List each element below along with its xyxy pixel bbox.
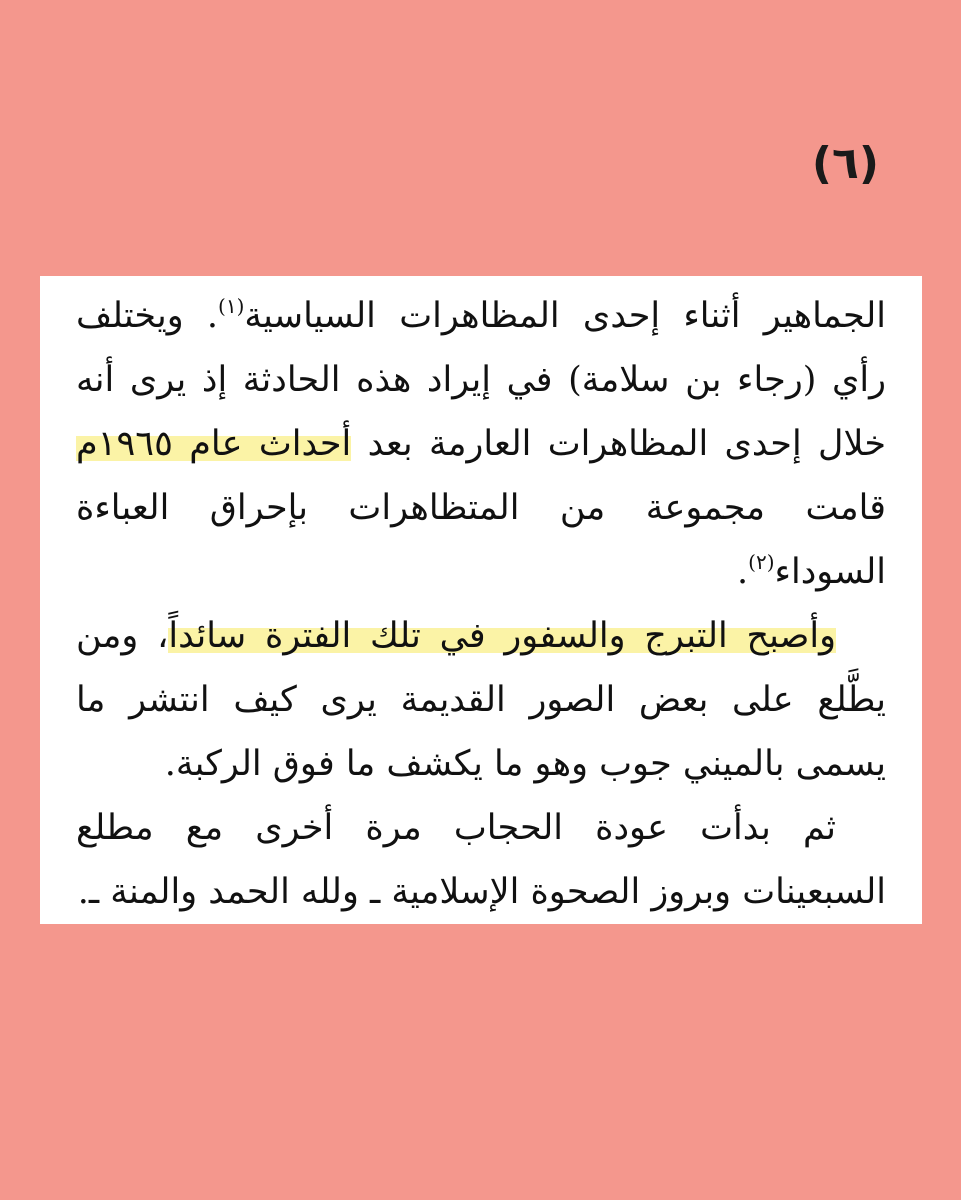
paragraph-1-text-a: الجماهير أثناء إحدى المظاهرات السياسية	[244, 296, 886, 336]
paragraph-3	[76, 796, 886, 924]
footnote-marker-2: (٢)	[748, 550, 775, 574]
book-excerpt	[40, 276, 922, 924]
paragraph-2	[76, 604, 886, 796]
paragraph-1-text-c: قامت مجموعة من المتظاهرات بإحراق العباءة السوداء	[76, 488, 886, 592]
paragraph-1-text-b: . ويختلف رأي (رجاء بن سلامة) في إيراد هذه الحادثة إذ يرى أنه خلال إحدى المظاهرات العارمة بعد	[76, 296, 886, 464]
footnote-marker-1: (١)	[218, 294, 245, 318]
paragraph-3-text: ثم بدأت عودة الحجاب مرة أخرى مع مطلع السبعينات وبروز الصحوة الإسلامية ـ ولله الحمد والمنة ـ.	[76, 808, 886, 912]
page-number: (٦)	[811, 138, 879, 189]
paragraph-1-text-d: .	[737, 552, 749, 592]
highlighted-text-1: أحداث عام ١٩٦٥م	[76, 424, 352, 464]
paragraph-1	[76, 284, 886, 604]
paragraph-2-text: ، ومن يطَّلع على بعض الصور القديمة يرى كيف انتشر ما يسمى بالميني جوب وهو ما يكشف ما فوق الركبة.	[76, 616, 886, 784]
highlighted-text-2: وأصبح التبرج والسفور في تلك الفترة سائداً	[168, 616, 837, 656]
